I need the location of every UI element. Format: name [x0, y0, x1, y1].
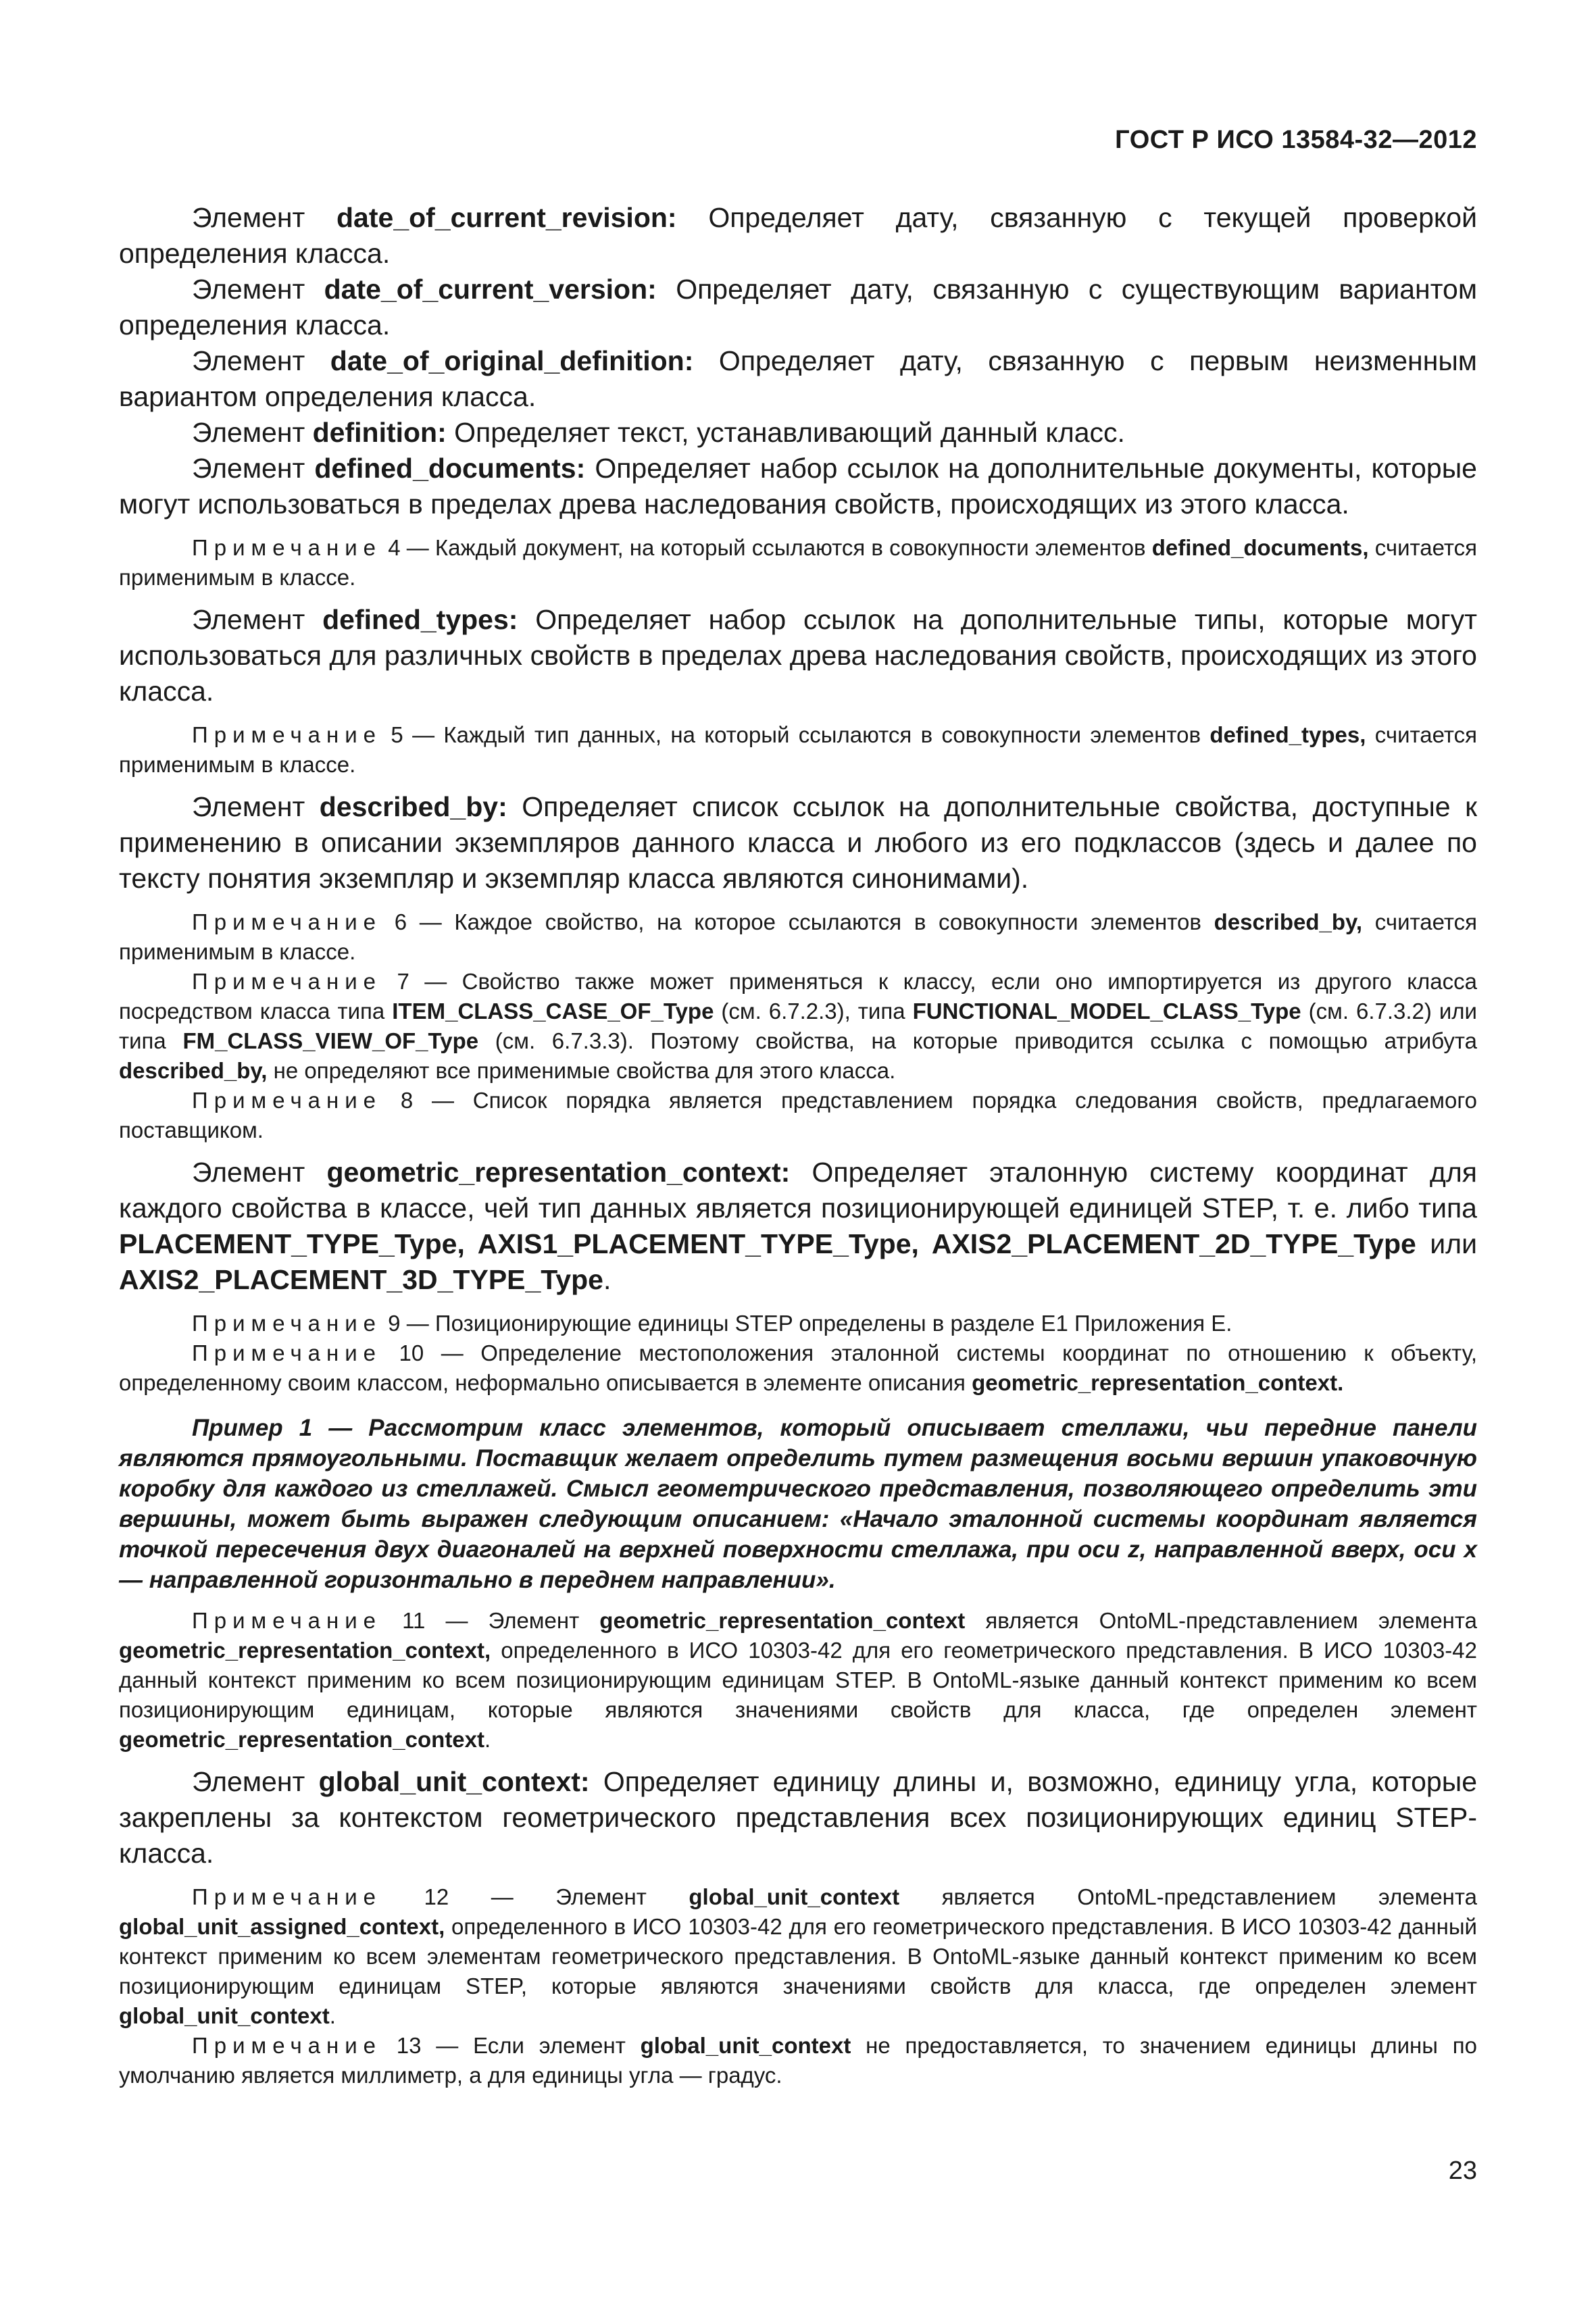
note-label: Примечание [192, 1340, 382, 1365]
element-name: date_of_current_version: [324, 274, 657, 305]
note-10: Примечание 10 — Определение местоположения эталонной системы координат по отношению к объекту, определенному своим классом, неформально описывается в элементе описания geometric_representation_context. [119, 1340, 1477, 1395]
note-8: Примечание 8 — Список порядка является представлением порядка следования свойств, предлагаемого поставщиком. [119, 1088, 1477, 1142]
paragraph-defined-types: Элемент defined_types: Определяет набор ссылок на дополнительные типы, которые могут использоваться для различных свойств в пределах древа наследования свойств, происходящих из этого класса. [119, 604, 1477, 707]
note-5: Примечание 5 — Каждый тип данных, на который ссылаются в совокупности элементов defined_types, считается применимым в классе. [119, 722, 1477, 777]
note-label: Примечание [192, 1884, 382, 1909]
paragraph-date-of-current-version: Элемент date_of_current_version: Определяет дату, связанную с существующим вариантом определения класса. [119, 274, 1478, 341]
note-13: Примечание 13 — Если элемент global_unit_context не предоставляется, то значением единицы длины по умолчанию является миллиметр, а для единицы угла — градус. [119, 2033, 1478, 2088]
note-12: Примечание 12 — Элемент global_unit_context является OntoML-представлением элемента global_unit_assigned_context, определенного в ИСО 10303-42 для его геометрического представления. В ИСО 10303-42 данный контекст применим ко всем элементам геометрического представления. В OntoML-языке данный контекст применим ко всем позиционирующим единицам STEP, которые являются значениями свойств для класса, где определен элемент global_unit_context. [119, 1884, 1477, 2028]
paragraph-geometric-representation-context: Элемент geometric_representation_context: Определяет эталонную систему координат для каждого свойства в классе, чей тип данных является позиционирующей единицей STEP, т. е. либо типа PLACEMENT_TYPE_Type, AXIS1_PLACEMENT_TYPE_Type, AXIS2_PLACEMENT_2D_TYPE_Type или AXIS2_PLACEMENT_3D_TYPE_Type. [119, 1157, 1477, 1295]
note-9: Примечание 9 — Позиционирующие единицы STEP определены в разделе Е1 Приложения Е. [192, 1311, 1232, 1336]
note-label: Примечание [192, 969, 382, 994]
note-label: Примечание [192, 1608, 382, 1633]
note-label: Примечание [192, 1311, 382, 1336]
page-number: 23 [1448, 2157, 1477, 2185]
note-11: Примечание 11 — Элемент geometric_representation_context является OntoML-представлением элемента geometric_representation_context, определенного в ИСО 10303-42 для его геометрического представления. В ИСО 10303-42 данный контекст применим ко всем позиционирующим единицам STEP. В OntoML-языке данный контекст применим ко всем позиционирующим единицам, которые являются значениями свойств для класса, где определен элемент geometric_representation_context. [119, 1608, 1477, 1752]
standard-designation: ГОСТ Р ИСО 13584-32—2012 [1115, 126, 1477, 154]
element-name: date_of_current_revision: [336, 202, 677, 233]
paragraph-global-unit-context: Элемент global_unit_context: Определяет единицу длины и, возможно, единицу угла, которые закреплены за контекстом геометрического представления всех позиционирующих единиц STEP-класса. [119, 1766, 1477, 1869]
note-label: Примечание [192, 909, 382, 934]
element-name: global_unit_context: [318, 1766, 590, 1797]
note-7: Примечание 7 — Свойство также может применяться к классу, если оно импортируется из другого класса посредством класса типа ITEM_CLASS_CASE_OF_Type (см. 6.7.2.3), типа FUNCTIONAL_MODEL_CLASS_Type (см. 6.7.3.2) или типа FM_CLASS_VIEW_OF_Type (см. 6.7.3.3). Поэтому свойства, на которые приводится ссылка с помощью атрибута described_by, не определяют все применимые свойства для этого класса. [119, 969, 1477, 1083]
element-name: defined_documents: [314, 453, 586, 484]
note-label: Примечание [192, 722, 382, 747]
note-6: Примечание 6 — Каждое свойство, на которое ссылаются в совокупности элементов described_by, считается применимым в классе. [119, 909, 1477, 964]
paragraph-definition: Элемент definition: Определяет текст, устанавливающий данный класс. [192, 417, 1125, 448]
paragraph-date-of-original-definition: Элемент date_of_original_definition: Определяет дату, связанную с первым неизменным вариантом определения класса. [119, 345, 1477, 412]
element-name: geometric_representation_context: [326, 1157, 791, 1188]
document-page [119, 0, 1477, 2314]
element-name: date_of_original_definition: [330, 345, 694, 376]
element-name: defined_types: [322, 604, 518, 635]
note-4: Примечание 4 — Каждый документ, на который ссылаются в совокупности элементов defined_documents, считается применимым в классе. [119, 535, 1477, 590]
page-body [119, 200, 1477, 2090]
example-1: Пример 1 — Рассмотрим класс элементов, который описывает стеллажи, чьи передние панели являются прямоугольными. Поставщик желает определить путем размещения восьми вершин упаковочную коробку для каждого из стеллажей. Смысл геометрического представления, позволяющего определить эти вершины, может быть выражен следующим описанием: «Начало эталонной системы координат является точкой пересечения двух диагоналей на верхней поверхности стеллажа, при оси z, направленной вверх, оси x — направленной горизонтально в переднем направлении». [119, 1415, 1477, 1593]
note-label: Примечание [192, 2033, 382, 2058]
paragraph-defined-documents: Элемент defined_documents: Определяет набор ссылок на дополнительные документы, которые могут использоваться в пределах древа наследования свойств, происходящих из этого класса. [119, 453, 1477, 520]
paragraph-described-by: Элемент described_by: Определяет список ссылок на дополнительные свойства, доступные к применению в описании экземпляров данного класса и любого из его подклассов (здесь и далее по тексту понятия экземпляр и экземпляр класса являются синонимами). [119, 791, 1478, 894]
paragraph-date-of-current-revision: Элемент date_of_current_revision: Определяет дату, связанную с текущей проверкой определения класса. [119, 202, 1477, 269]
element-name: described_by: [319, 791, 507, 822]
note-label: Примечание [192, 1088, 382, 1113]
element-name: definition: [312, 417, 447, 448]
note-label: Примечание [192, 535, 382, 560]
